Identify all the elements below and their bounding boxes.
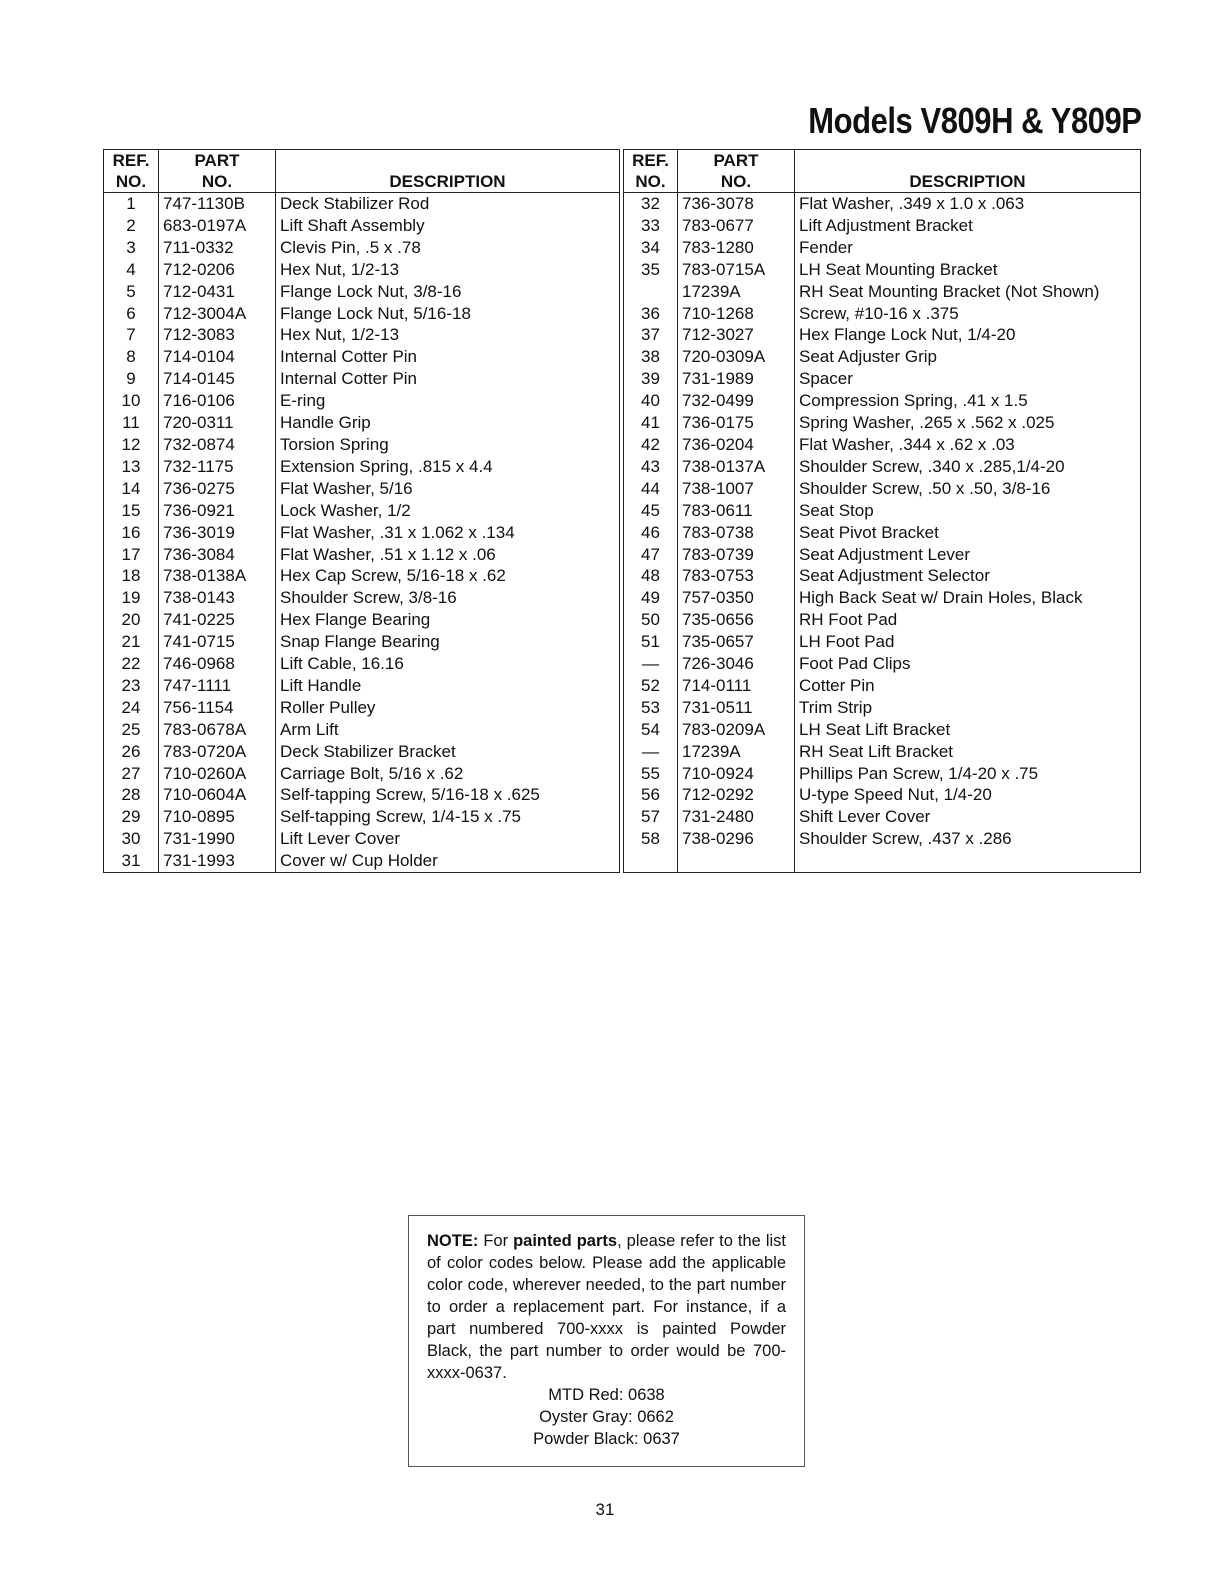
- table-row: [104, 215, 620, 237]
- ref-no-cell: 21: [121, 632, 141, 652]
- part-no-cell: 710-0604A: [159, 784, 276, 806]
- part-no-cell: 712-3083: [159, 324, 276, 346]
- part-no-cell: 738-1007: [678, 478, 795, 500]
- ref-no-cell: 16: [121, 522, 141, 542]
- description-cell: [795, 850, 1141, 872]
- description-cell: Lift Cable, 16.16: [276, 653, 620, 675]
- ref-no-cell: 56: [641, 785, 660, 805]
- description-cell: Cover w/ Cup Holder: [276, 850, 620, 872]
- part-no-cell: 783-0720A: [159, 741, 276, 763]
- ref-no-cell: 24: [121, 697, 141, 717]
- note-label: NOTE:: [427, 1232, 479, 1250]
- table-row: [624, 806, 1141, 828]
- table-row: [624, 697, 1141, 719]
- ref-no-cell: 10: [121, 391, 141, 411]
- table-row: [104, 697, 620, 719]
- ref-no-cell: 53: [641, 697, 660, 717]
- table-row: [104, 456, 620, 478]
- parts-table-left: [103, 149, 620, 873]
- description-cell: Hex Nut, 1/2-13: [276, 259, 620, 281]
- part-no-cell: 783-0678A: [159, 719, 276, 741]
- part-no-cell: 746-0968: [159, 653, 276, 675]
- table-row: [104, 368, 620, 390]
- part-no-cell: 731-0511: [678, 697, 795, 719]
- table-row: [624, 390, 1141, 412]
- ref-no-cell: 51: [641, 632, 660, 652]
- description-cell: Torsion Spring: [276, 434, 620, 456]
- ref-no-cell: 39: [641, 369, 660, 389]
- part-no-cell: 756-1154: [159, 697, 276, 719]
- part-no-cell: 736-0175: [678, 412, 795, 434]
- part-no-cell: 736-3019: [159, 522, 276, 544]
- part-no-cell: 736-0204: [678, 434, 795, 456]
- part-no-cell: 738-0296: [678, 828, 795, 850]
- ref-no-cell: 52: [641, 675, 660, 695]
- part-no-cell: 720-0311: [159, 412, 276, 434]
- table-row: [624, 500, 1141, 522]
- ref-no-header: REF. NO.: [104, 150, 159, 193]
- ref-no-cell: 5: [126, 281, 136, 301]
- description-cell: Lift Shaft Assembly: [276, 215, 620, 237]
- ref-no-cell: 15: [121, 500, 141, 520]
- part-no-cell: 710-1268: [678, 303, 795, 325]
- part-no-cell: 732-0874: [159, 434, 276, 456]
- description-cell: Arm Lift: [276, 719, 620, 741]
- part-no-cell: 747-1111: [159, 675, 276, 697]
- table-row: [624, 631, 1141, 653]
- ref-no-cell: [624, 850, 678, 872]
- table-row: [104, 565, 620, 587]
- table-row: [104, 850, 620, 872]
- part-no-cell: 783-0677: [678, 215, 795, 237]
- ref-no-cell: 46: [641, 522, 660, 542]
- description-cell: E-ring: [276, 390, 620, 412]
- ref-no-cell: 23: [121, 675, 141, 695]
- painted-parts-note: [408, 1215, 805, 1467]
- part-no-cell: 17239A: [678, 741, 795, 763]
- table-row: [624, 763, 1141, 785]
- part-no-cell: 714-0111: [678, 675, 795, 697]
- description-cell: Deck Stabilizer Rod: [276, 193, 620, 215]
- description-cell: Self-tapping Screw, 5/16-18 x .625: [276, 784, 620, 806]
- part-no-cell: 683-0197A: [159, 215, 276, 237]
- description-cell: Compression Spring, .41 x 1.5: [795, 390, 1141, 412]
- ref-no-cell: 44: [641, 478, 660, 498]
- table-row: [104, 631, 620, 653]
- ref-no-cell: 32: [641, 194, 660, 213]
- table-row: [104, 653, 620, 675]
- ref-no-cell: 18: [121, 566, 141, 586]
- ref-no-cell: 55: [641, 763, 660, 783]
- description-cell: LH Seat Lift Bracket: [795, 719, 1141, 741]
- ref-no-cell: 49: [641, 588, 660, 608]
- description-cell: Hex Flange Lock Nut, 1/4-20: [795, 324, 1141, 346]
- part-no-cell: [678, 850, 795, 872]
- table-row: [104, 609, 620, 631]
- ref-no-header: REF. NO.: [624, 150, 678, 193]
- description-cell: Shift Lever Cover: [795, 806, 1141, 828]
- description-cell: Internal Cotter Pin: [276, 368, 620, 390]
- table-row: [104, 763, 620, 785]
- description-cell: Seat Stop: [795, 500, 1141, 522]
- part-no-cell: 783-0738: [678, 522, 795, 544]
- table-row: [624, 653, 1141, 675]
- table-row: [624, 259, 1141, 281]
- description-cell: Handle Grip: [276, 412, 620, 434]
- description-cell: Shoulder Screw, .340 x .285,1/4-20: [795, 456, 1141, 478]
- part-no-cell: 726-3046: [678, 653, 795, 675]
- description-cell: Spacer: [795, 368, 1141, 390]
- part-no-cell: 17239A: [678, 281, 795, 303]
- part-no-cell: 738-0143: [159, 587, 276, 609]
- ref-no-cell: 47: [641, 544, 660, 564]
- part-no-cell: 731-1990: [159, 828, 276, 850]
- part-no-cell: 714-0145: [159, 368, 276, 390]
- description-cell: Flat Washer, .51 x 1.12 x .06: [276, 544, 620, 566]
- note-emphasis: painted parts: [513, 1232, 618, 1250]
- part-no-cell: 712-0206: [159, 259, 276, 281]
- ref-no-cell: 1: [126, 194, 136, 213]
- part-no-header: PART NO.: [678, 150, 795, 193]
- ref-no-cell: 45: [641, 500, 660, 520]
- description-header: DESCRIPTION: [276, 150, 620, 193]
- ref-no-cell: 50: [641, 610, 660, 630]
- part-no-cell: 712-0431: [159, 281, 276, 303]
- description-cell: Seat Pivot Bracket: [795, 522, 1141, 544]
- table-row: [104, 193, 620, 215]
- part-no-cell: 716-0106: [159, 390, 276, 412]
- ref-no-cell: 4: [126, 259, 136, 279]
- ref-no-cell: 37: [641, 325, 660, 345]
- table-row: [104, 412, 620, 434]
- part-no-cell: 735-0656: [678, 609, 795, 631]
- table-row: [624, 303, 1141, 325]
- table-row: [104, 324, 620, 346]
- color-code: Oyster Gray: 0662: [539, 1408, 674, 1426]
- table-row: [104, 500, 620, 522]
- ref-no-cell: 36: [641, 303, 660, 323]
- ref-no-cell: 57: [641, 807, 660, 827]
- ref-no-cell: 26: [121, 741, 141, 761]
- table-row: [624, 346, 1141, 368]
- table-row: [624, 434, 1141, 456]
- description-cell: Shoulder Screw, .50 x .50, 3/8-16: [795, 478, 1141, 500]
- description-cell: Shoulder Screw, .437 x .286: [795, 828, 1141, 850]
- ref-no-cell: 6: [126, 303, 136, 323]
- part-no-cell: 757-0350: [678, 587, 795, 609]
- part-no-cell: 783-0715A: [678, 259, 795, 281]
- ref-no-cell: 40: [641, 391, 660, 411]
- part-no-cell: 731-1993: [159, 850, 276, 872]
- ref-no-cell: 7: [126, 325, 136, 345]
- table-row: [104, 806, 620, 828]
- ref-no-cell: 13: [121, 456, 141, 476]
- ref-no-cell: 38: [641, 347, 660, 367]
- description-cell: Flat Washer, 5/16: [276, 478, 620, 500]
- description-cell: Deck Stabilizer Bracket: [276, 741, 620, 763]
- ref-no-cell: 9: [126, 369, 136, 389]
- part-no-cell: 783-0753: [678, 565, 795, 587]
- part-no-cell: 710-0924: [678, 763, 795, 785]
- part-no-cell: 714-0104: [159, 346, 276, 368]
- description-cell: Seat Adjustment Selector: [795, 565, 1141, 587]
- description-cell: Flat Washer, .349 x 1.0 x .063: [795, 193, 1141, 215]
- part-no-cell: 736-3084: [159, 544, 276, 566]
- part-no-cell: 783-0739: [678, 544, 795, 566]
- description-cell: Foot Pad Clips: [795, 653, 1141, 675]
- table-row: [624, 237, 1141, 259]
- description-cell: Lift Handle: [276, 675, 620, 697]
- description-cell: Hex Nut, 1/2-13: [276, 324, 620, 346]
- table-row: [624, 850, 1141, 872]
- ref-no-cell: —: [642, 654, 659, 674]
- description-cell: Roller Pulley: [276, 697, 620, 719]
- description-cell: Internal Cotter Pin: [276, 346, 620, 368]
- table-row: [104, 303, 620, 325]
- table-header-row: [624, 150, 1141, 193]
- ref-no-cell: 2: [126, 215, 136, 235]
- table-row: [104, 784, 620, 806]
- table-row: [624, 828, 1141, 850]
- description-cell: Snap Flange Bearing: [276, 631, 620, 653]
- part-no-cell: 741-0715: [159, 631, 276, 653]
- description-cell: Hex Flange Bearing: [276, 609, 620, 631]
- ref-no-cell: 31: [121, 851, 141, 871]
- part-no-cell: 783-0611: [678, 500, 795, 522]
- table-row: [624, 565, 1141, 587]
- part-no-cell: 710-0260A: [159, 763, 276, 785]
- parts-table-right: [623, 149, 1141, 873]
- description-cell: Flat Washer, .31 x 1.062 x .134: [276, 522, 620, 544]
- part-no-cell: 783-1280: [678, 237, 795, 259]
- page-title: Models V809H & Y809P: [808, 100, 1142, 141]
- part-no-cell: 710-0895: [159, 806, 276, 828]
- part-no-cell: 720-0309A: [678, 346, 795, 368]
- table-header-row: [104, 150, 620, 193]
- ref-no-cell: 34: [641, 237, 660, 257]
- part-no-cell: 735-0657: [678, 631, 795, 653]
- description-cell: Hex Cap Screw, 5/16-18 x .62: [276, 565, 620, 587]
- ref-no-cell: 14: [121, 478, 141, 498]
- description-cell: Carriage Bolt, 5/16 x .62: [276, 763, 620, 785]
- description-cell: LH Foot Pad: [795, 631, 1141, 653]
- table-row: [104, 544, 620, 566]
- note-text: NOTE: For painted parts, please refer to the list of color codes below. Please add the applicable color code, wherever needed, to the part number to order a replacement part. For instance, if a part numbered 700-xxxx is painted Powder Black, the part number to order would be 700-xxxx-0637.: [427, 1232, 787, 1382]
- ref-no-cell: 12: [121, 434, 141, 454]
- table-row: [624, 478, 1141, 500]
- description-cell: Lock Washer, 1/2: [276, 500, 620, 522]
- part-no-header: PART NO.: [159, 150, 276, 193]
- table-row: [104, 741, 620, 763]
- part-no-cell: 712-3004A: [159, 303, 276, 325]
- table-row: [104, 281, 620, 303]
- description-header: DESCRIPTION: [795, 150, 1141, 193]
- table-row: [104, 587, 620, 609]
- description-cell: RH Foot Pad: [795, 609, 1141, 631]
- ref-no-cell: 3: [126, 237, 136, 257]
- description-cell: Trim Strip: [795, 697, 1141, 719]
- part-no-cell: 736-3078: [678, 193, 795, 215]
- table-row: [624, 609, 1141, 631]
- parts-table-left-body: [104, 193, 620, 873]
- table-row: [624, 587, 1141, 609]
- table-row: [104, 675, 620, 697]
- ref-no-cell: 43: [641, 456, 660, 476]
- table-row: [104, 346, 620, 368]
- part-no-cell: 732-0499: [678, 390, 795, 412]
- table-row: [624, 544, 1141, 566]
- table-row: [104, 237, 620, 259]
- table-row: [624, 215, 1141, 237]
- table-row: [624, 522, 1141, 544]
- table-row: [104, 522, 620, 544]
- ref-no-cell: —: [642, 741, 659, 761]
- part-no-cell: 747-1130B: [159, 193, 276, 215]
- description-cell: Lift Adjustment Bracket: [795, 215, 1141, 237]
- part-no-cell: 712-0292: [678, 784, 795, 806]
- table-row: [624, 412, 1141, 434]
- description-cell: LH Seat Mounting Bracket: [795, 259, 1141, 281]
- part-no-cell: 741-0225: [159, 609, 276, 631]
- description-cell: Seat Adjustment Lever: [795, 544, 1141, 566]
- part-no-cell: 711-0332: [159, 237, 276, 259]
- ref-no-cell: 41: [641, 413, 660, 433]
- parts-table-right-body: [624, 193, 1141, 873]
- description-cell: Clevis Pin, .5 x .78: [276, 237, 620, 259]
- color-code: Powder Black: 0637: [533, 1430, 680, 1448]
- ref-no-cell: 42: [641, 434, 660, 454]
- ref-no-cell: 29: [121, 807, 141, 827]
- ref-no-cell: 11: [122, 413, 140, 433]
- description-cell: Screw, #10-16 x .375: [795, 303, 1141, 325]
- part-no-cell: 736-0921: [159, 500, 276, 522]
- ref-no-cell: 8: [126, 347, 136, 367]
- part-no-cell: 736-0275: [159, 478, 276, 500]
- ref-no-cell: 54: [641, 719, 660, 739]
- ref-no-cell: 33: [641, 215, 660, 235]
- description-cell: High Back Seat w/ Drain Holes, Black: [795, 587, 1141, 609]
- page-number: 31: [595, 1500, 615, 1519]
- table-row: [624, 193, 1141, 215]
- table-row: [624, 741, 1141, 763]
- ref-no-cell: 48: [641, 566, 660, 586]
- description-cell: Cotter Pin: [795, 675, 1141, 697]
- ref-no-cell: 20: [121, 610, 141, 630]
- part-no-cell: 738-0138A: [159, 565, 276, 587]
- table-row: [624, 784, 1141, 806]
- part-no-cell: 731-1989: [678, 368, 795, 390]
- ref-no-cell: 58: [641, 829, 660, 849]
- description-cell: Seat Adjuster Grip: [795, 346, 1141, 368]
- description-cell: U-type Speed Nut, 1/4-20: [795, 784, 1141, 806]
- description-cell: Shoulder Screw, 3/8-16: [276, 587, 620, 609]
- description-cell: Spring Washer, .265 x .562 x .025: [795, 412, 1141, 434]
- table-row: [104, 478, 620, 500]
- table-row: [624, 281, 1141, 303]
- description-cell: Self-tapping Screw, 1/4-15 x .75: [276, 806, 620, 828]
- description-cell: Extension Spring, .815 x 4.4: [276, 456, 620, 478]
- description-cell: Flange Lock Nut, 5/16-18: [276, 303, 620, 325]
- table-row: [104, 259, 620, 281]
- ref-no-cell: 35: [641, 259, 660, 279]
- description-cell: Flange Lock Nut, 3/8-16: [276, 281, 620, 303]
- ref-no-cell: 19: [121, 588, 141, 608]
- description-cell: Fender: [795, 237, 1141, 259]
- table-row: [624, 456, 1141, 478]
- table-row: [624, 719, 1141, 741]
- part-no-cell: 732-1175: [159, 456, 276, 478]
- ref-no-cell: 25: [121, 719, 141, 739]
- table-row: [624, 675, 1141, 697]
- table-row: [104, 828, 620, 850]
- description-cell: Flat Washer, .344 x .62 x .03: [795, 434, 1141, 456]
- ref-no-cell: [624, 281, 678, 303]
- description-cell: Lift Lever Cover: [276, 828, 620, 850]
- part-no-cell: 731-2480: [678, 806, 795, 828]
- table-row: [104, 390, 620, 412]
- table-row: [624, 368, 1141, 390]
- part-no-cell: 738-0137A: [678, 456, 795, 478]
- description-cell: Phillips Pan Screw, 1/4-20 x .75: [795, 763, 1141, 785]
- ref-no-cell: 28: [121, 785, 141, 805]
- color-code: MTD Red: 0638: [548, 1386, 665, 1404]
- table-row: [104, 719, 620, 741]
- ref-no-cell: 17: [121, 544, 141, 564]
- ref-no-cell: 30: [121, 829, 141, 849]
- ref-no-cell: 27: [121, 763, 141, 783]
- table-row: [104, 434, 620, 456]
- part-no-cell: 783-0209A: [678, 719, 795, 741]
- description-cell: RH Seat Mounting Bracket (Not Shown): [795, 281, 1141, 303]
- description-cell: RH Seat Lift Bracket: [795, 741, 1141, 763]
- table-row: [624, 324, 1141, 346]
- ref-no-cell: 22: [121, 654, 141, 674]
- part-no-cell: 712-3027: [678, 324, 795, 346]
